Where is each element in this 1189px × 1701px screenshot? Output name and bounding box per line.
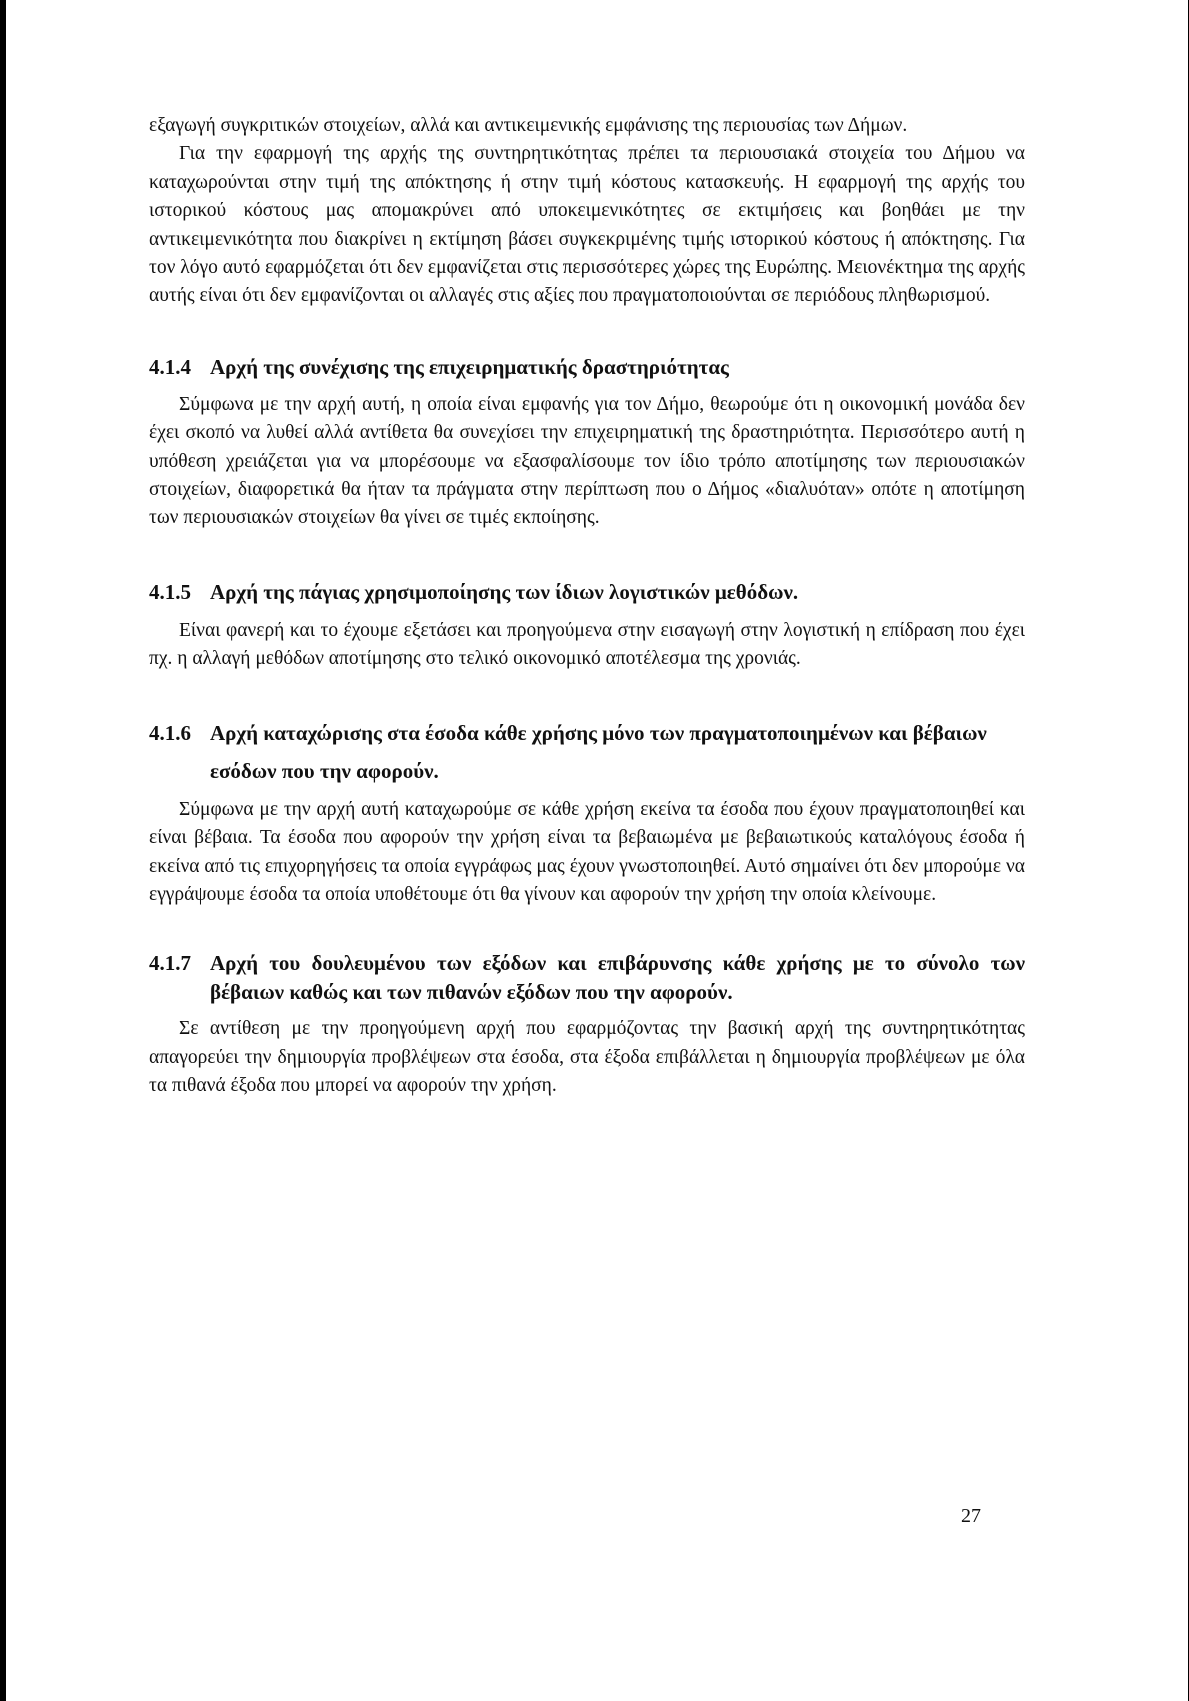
section-title: Αρχή της συνέχισης της επιχειρηματικής δραστηριότητας: [210, 354, 729, 379]
paragraph-historical-cost: Για την εφαρμογή της αρχής της συντηρητικότητας πρέπει τα περιουσιακά στοιχεία του Δήμου να καταχωρούνται στην τιμή της απόκτησης ή στην τιμή κόστους κατασκευής. Η εφαρμογή της αρχής του ιστορικού κόστους μας απομακρύνει από υποκειμενικότητες σε εκτιμήσεις και βοηθάει με την αντικειμενικότητα που διακρίνει η εκτίμηση βάσει συγκεκριμένης τιμής ιστορικού κόστους ή απόκτησης. Για τον λόγο αυτό εφαρμόζεται ότι δεν εμφανίζεται στις περισσότερες χώρες της Ευρώπης. Μειονέκτημα της αρχής αυτής είναι ότι δεν εμφανίζονται οι αλλαγές στις αξίες που πραγματοποιούνται σε περιόδους πληθωρισμού.: [149, 143, 1025, 307]
section-number: 4.1.6: [149, 720, 191, 745]
section-title: Αρχή της πάγιας χρησιμοποίησης των ίδιων λογιστικών μεθόδων.: [210, 579, 799, 604]
section-title: Αρχή καταχώρισης στα έσοδα κάθε χρήσης μόνο των πραγματοποιημένων και βέβαιων εσόδων που την αφορούν.: [210, 720, 987, 783]
paragraph-intro: εξαγωγή συγκριτικών στοιχείων, αλλά και αντικειμενικής εμφάνισης της περιουσίας των Δήμων.: [149, 115, 908, 136]
section-title: Αρχή του δουλευμένου των εξόδων και επιβάρυνσης κάθε χρήσης με το σύνολο των βέβαιων καθώς και των πιθανών εξόδων που την αφορούν.: [210, 951, 1025, 1005]
page-content: [149, 112, 1025, 1101]
section-body-4-1-4: Σύμφωνα με την αρχή αυτή, η οποία είναι εμφανής για τον Δήμο, θεωρούμε ότι η οικονομική μονάδα δεν έχει σκοπό να λυθεί αλλά αντίθετα θα συνεχίσει την επιχειρηματική της δραστηριότητα. Περισσότερο αυτή η υπόθεση χρειάζεται για να μπορέσουμε να εξασφαλίσουμε τον ίδιο τρόπο αποτίμησης των περιουσιακών στοιχείων, διαφορετικά θα ήταν τα πράγματα στην περίπτωση που ο Δήμος «διαλυόταν» οπότε η αποτίμηση των περιουσιακών στοιχείων θα γίνει σε τιμές εκποίησης.: [149, 393, 1025, 529]
page-number: 27: [961, 1505, 981, 1527]
section-heading-4-1-5: [149, 573, 1025, 611]
section-number: 4.1.5: [149, 579, 191, 604]
section-heading-4-1-4: [149, 353, 1025, 381]
section-body-4-1-7: Σε αντίθεση με την προηγούμενη αρχή που εφαρμόζοντας την βασική αρχή της συντηρητικότητας απαγορεύει την δημιουργία προβλέψεων στα έσοδα, στα έξοδα επιβάλλεται η δημιουργία προβλέψεων με όλα τα πιθανά έξοδα που μπορεί να αφορούν την χρήση.: [149, 1018, 1025, 1097]
section-body-4-1-6: Σύμφωνα με την αρχή αυτή καταχωρούμε σε κάθε χρήση εκείνα τα έσοδα που έχουν πραγματοποιηθεί και είναι βέβαια. Τα έσοδα που αφορούν την χρήση είναι τα βεβαιωμένα με βεβαιωτικούς καταλόγους έσοδα ή εκείνα από τις επιχορηγήσεις τα οποία εγγράφως μας έχουν γνωστοποιηθεί. Αυτό σημαίνει ότι δεν μπορούμε να εγγράψουμε έσοδα τα οποία υποθέτουμε ότι θα γίνουν και αφορούν την χρήση την οποία κλείνουμε.: [149, 798, 1025, 905]
section-body-4-1-5: Είναι φανερή και το έχουμε εξετάσει και προηγούμενα στην εισαγωγή στην λογιστική η επίδραση που έχει πχ. η αλλαγή μεθόδων αποτίμησης στο τελικό οικονομικό αποτέλεσμα της χρονιάς.: [149, 619, 1025, 670]
section-heading-4-1-6: [149, 714, 1025, 790]
section-heading-4-1-7: [149, 949, 1025, 1007]
section-number: 4.1.7: [149, 951, 191, 976]
document-page: [6, 0, 1188, 1701]
section-number: 4.1.4: [149, 354, 191, 379]
